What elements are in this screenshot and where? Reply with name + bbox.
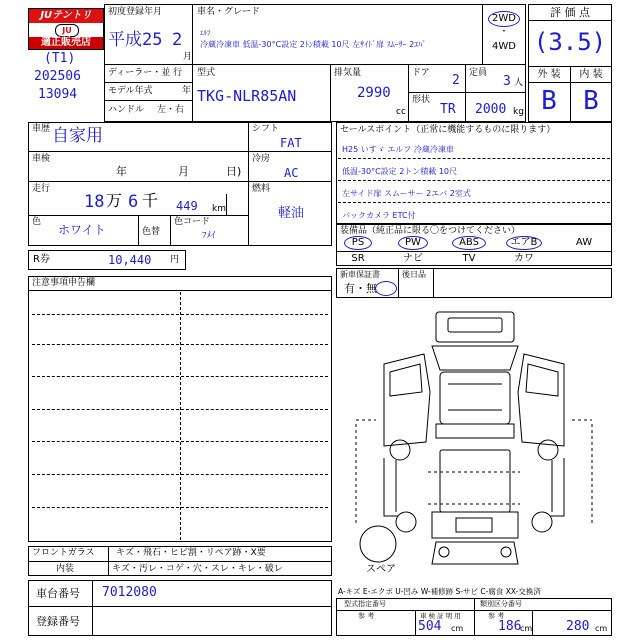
windshield [432,346,518,370]
equip-tv: TV [462,253,476,264]
usage-value: 自家用 [52,126,103,146]
sales-line-2: 低温-30°C設定 2トン積載 10尺 [342,167,458,176]
warranty-value: 有・無 [344,282,377,295]
aircon-label: 冷房 [252,154,271,164]
drive-dot: ・ [499,27,509,37]
color-change-label: 色替 [142,227,161,237]
fuel-value: 軽油 [278,206,305,221]
sales-line-3: 左サイド扉 スムーサー 2エバ 2室式 [342,189,471,198]
equip-aw: AW [575,237,593,248]
door-label: ドア [412,68,430,78]
shift-label: シフト [252,124,280,134]
shaken-month: 月 [178,165,189,178]
shop-label: 適正販売店 [29,37,103,49]
first-reg-label: 初度登録年月 [108,7,163,17]
ref-label-2: 車 検 証 明 用 [420,612,461,620]
mileage-man: 18 [84,192,105,212]
sales-points-label: セールスポイント（正常に機能するものに限ります） [340,125,556,135]
width-value: 186 [498,619,522,634]
shaken-year: 年 [116,165,127,178]
handle-label: ハンドル [108,105,145,115]
car-grade: 冷蔵冷凍車 低温-30°C設定 2ﾄﾝ積載 10尺 左ｻｲﾄﾞ扉 ｽﾑｰｻｰ 2ｴﾊﾞ [200,40,427,49]
mileage-man-unit: 万 [106,191,123,210]
damage-legend: A-キズ E-エクボ U-凹み W-補修跡 S-サビ C-腐食 XX-交換済 [338,587,541,596]
car-name-label: 車名・グレード [197,7,261,17]
sheet-number-2: 13094 [38,87,78,102]
mileage-unit: km [212,204,226,214]
handle-value: 左・右 [157,105,185,115]
length-value: 504 [418,619,442,634]
model-year-unit: 年 [182,86,192,96]
chassis-value: 7012080 [102,585,157,600]
recycle-unit: 円 [170,255,180,265]
dealer-label: ディーラー・並 行 [108,68,183,78]
spare-label: スペア [366,564,396,575]
score-label: 評 価 点 [550,6,590,19]
capacity-label: 定員 [469,68,488,78]
hood-center [448,384,502,410]
after-box [398,268,612,298]
color-code-label: 色コード [174,217,211,227]
left-dash-link [356,420,376,526]
height-unit: cm [595,624,608,633]
model-year-label: モデル年式 [108,86,153,96]
type-designation-label: 型式指定番号 [344,600,386,608]
color-value: ホワイト [58,223,106,237]
drive-4wd: 4WD [492,41,516,52]
equip-sr: SR [351,253,365,264]
warranty-none-circle [375,281,397,296]
mileage-sen: 6 [128,192,139,212]
car-maker: ｴﾙﾌ [200,29,211,37]
capacity-value: 3 [503,74,511,89]
score-value: (3.5) [533,28,607,56]
equip-navi: ナビ [403,253,423,264]
exterior-label: 外 装 [537,69,561,80]
interior-cond-value: キズ・汚レ・コゲ・穴・スレ・キレ・破レ [112,564,283,574]
month-unit: 月 [183,52,193,62]
ref-label-1: 参 考 [358,612,375,620]
rear-plate [456,518,492,532]
cc-unit: cc [396,107,406,117]
load-unit: kg [513,107,524,117]
sheet-code: (T1) [44,51,76,66]
ju-badge: JU [55,24,79,37]
brand-banner: JUテントリ [29,9,103,23]
shaken-label: 車検 [32,154,51,164]
regno-label: 登録番号 [36,615,80,628]
right-long-panel [550,458,564,516]
recycle-value: 10,440 [108,253,152,267]
ref-label-3: 参 考 [488,612,505,620]
bed-dash-links [428,472,520,504]
color-label: 色 [32,217,42,227]
equip-airbag: エアB [510,237,538,248]
sales-line-4: バックカメラ ETC付 [342,211,416,220]
exterior-grade: B [541,86,557,116]
aircon-value: AC [284,166,299,180]
cc-value: 2990 [357,85,391,101]
hood [440,372,510,424]
cc-label: 排気量 [334,68,362,78]
mileage-rest: 449 [176,199,198,213]
interior-grade: B [583,86,599,116]
left-side-window [390,364,422,396]
right-side-window [526,364,558,396]
recycle-label: R券 [33,254,50,265]
notes-label: 注意事項申告欄 [32,278,96,288]
model-label: 型式 [197,68,216,78]
front-face [432,542,518,564]
fuel-label: 燃料 [252,184,271,194]
sales-line-1: H25 いすゞ エルフ 冷蔵冷凍車 [342,145,454,154]
logo [28,8,104,50]
interior-cond-label: 内装 [56,564,75,574]
equip-leather: カワ [514,253,534,264]
chassis-label: 車台番号 [36,587,80,600]
shaken-day: 日) [226,165,242,178]
shape-label: 形状 [412,95,431,105]
right-dash-link [572,420,592,526]
capacity-unit: 人 [514,78,524,88]
interior-label: 内 装 [579,69,603,80]
bed-frame [432,512,518,538]
cargo-bed [440,450,510,512]
equipment-label: 装備品（純正品に限る〇をつけてください） [340,226,521,236]
first-reg-era: 平成25 [108,30,163,50]
after-label: 後日品 [402,270,426,279]
left-rear-wheel [396,512,416,532]
equip-ps: PS [351,237,365,248]
left-long-panel [384,458,398,516]
roof-rack [448,318,502,332]
left-front-wheel [390,440,410,460]
right-front-wheel [538,440,558,460]
first-reg-month: 2 [172,30,183,50]
shape-value: TR [440,102,456,117]
recycle-box [28,250,186,270]
equip-abs: ABS [459,237,479,248]
right-headlight [501,547,511,557]
front-bumper-top [436,424,514,438]
width-unit: cm [520,624,533,633]
length-unit: cm [451,624,464,633]
left-headlight [439,547,449,557]
mileage-label: 走行 [32,184,51,194]
category-label: 類別区分番号 [480,600,522,608]
sheet-number-1: 202506 [34,69,81,84]
load-value: 2000 [475,102,507,117]
front-glass-value: キズ・飛石・ヒビ割・リペア跡・X要 [116,548,266,558]
equip-pw: PW [405,237,421,248]
shift-value: FAT [280,136,302,150]
spare-tire [360,526,396,562]
damage-diagram [336,300,612,582]
color-code-value: ﾌﾒｲ [202,231,216,241]
front-glass-label: フロントガラス [32,548,95,558]
height-value: 280 [566,619,590,634]
door-value: 2 [452,73,460,88]
mileage-sen-unit: 千 [142,191,159,210]
drive-2wd: 2WD [492,13,516,24]
model-value: TKG-NLR85AN [197,87,297,105]
right-rear-wheel [532,512,552,532]
warranty-label: 新車保証書 [340,270,380,279]
usage-label: 車歴 [32,124,51,134]
